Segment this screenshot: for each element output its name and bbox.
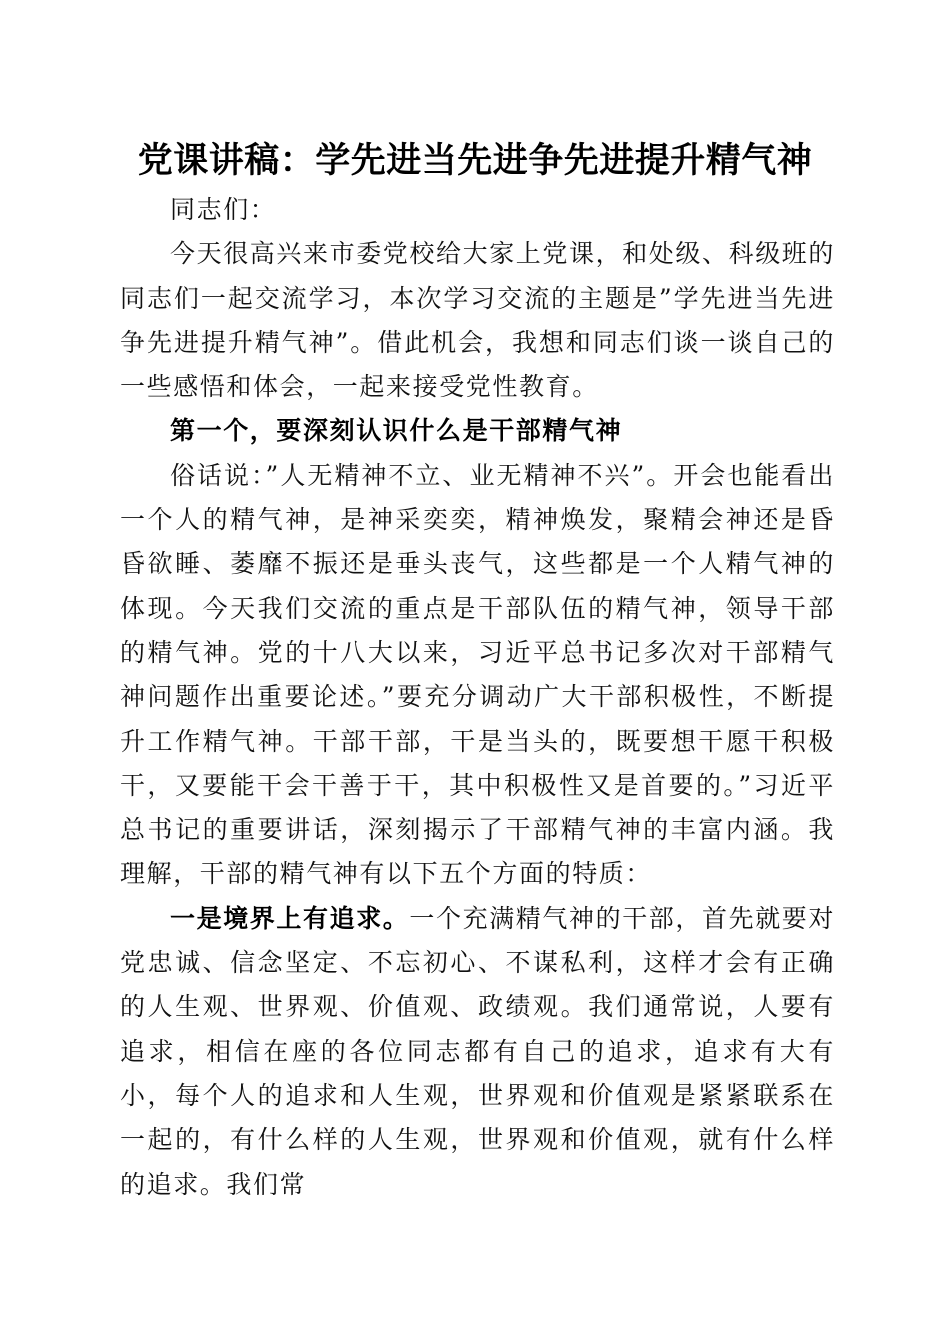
greeting-paragraph: 同志们： — [170, 195, 277, 224]
document-title: 党课讲稿：学先进当先进争先进提升精气神 — [137, 140, 813, 181]
section-body-paragraph: 俗话说：”人无精神不立、业无精神不兴”。开会也能看出一个人的精气神，是神采奕奕，精神焕发，聚精会神还是昏昏欲睡、萎靡不振还是垂头丧气，这些都是一个人精气神的体现。今天我们交流的重点是干部队伍的精气神，领导干部的精气神。党的十八大以来，习近平总书记多次对干部精气神问题作出重要论述。”要充分调动广大干部积极性，不断提升工作精气神。干部干部，干是当头的，既要想干愿干积极干，又要能干会干善于干，其中积极性又是首要的。”习近平总书记的重要讲话，深刻揭示了干部精气神的丰富内涵。我理解，干部的精气神有以下五个方面的特质： — [120, 460, 835, 889]
point-one-paragraph — [120, 897, 835, 1207]
document-body — [120, 188, 835, 1207]
point-one-lead: 一是境界上有追求。 — [170, 903, 410, 933]
section-heading: 第一个，要深刻认识什么是干部精气神 — [170, 416, 623, 446]
intro-paragraph: 今天很高兴来市委党校给大家上党课，和处级、科级班的同志们一起交流学习，本次学习交流的主题是”学先进当先进争先进提升精气神”。借此机会，我想和同志们谈一谈自己的一些感悟和体会，一起来接受党性教育。 — [120, 239, 836, 402]
point-one-body: 一个充满精气神的干部，首先就要对党忠诚、信念坚定、不忘初心、不谋私利，这样才会有正确的人生观、世界观、价值观、政绩观。我们通常说，人要有追求，相信在座的各位同志都有自己的追求，追求有大有小，每个人的追求和人生观，世界观和价值观是紧紧联系在一起的，有什么样的人生观，世界观和价值观，就有什么样的追求。我们常 — [120, 903, 836, 1199]
